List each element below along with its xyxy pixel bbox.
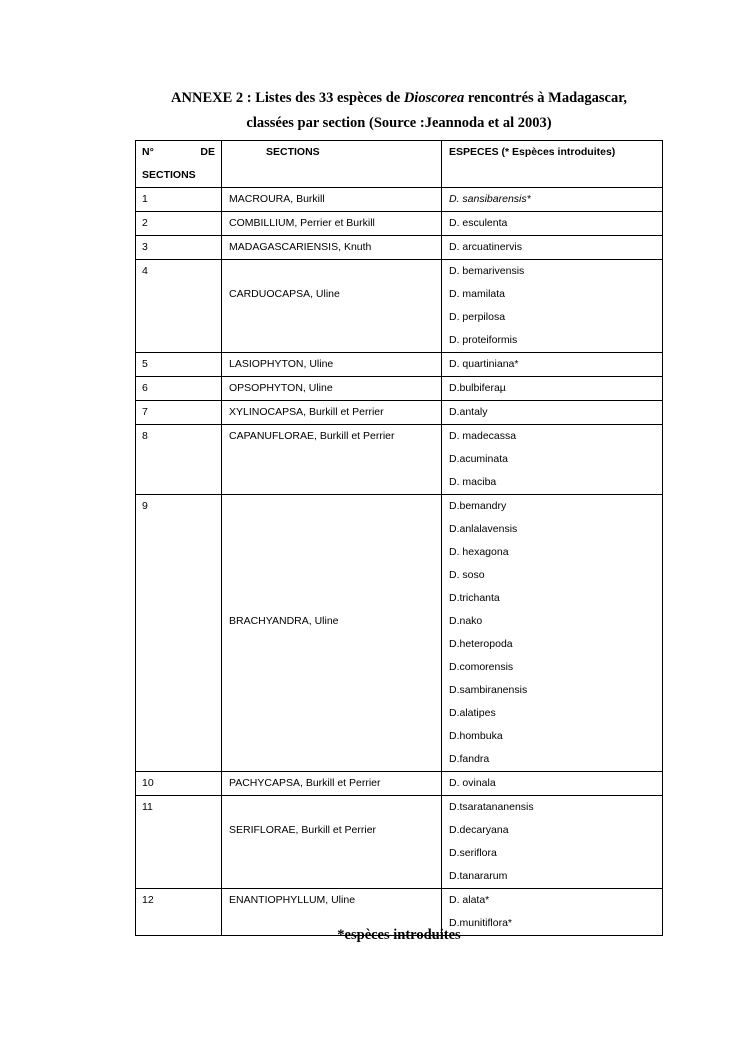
row-section: ENANTIOPHYLLUM, Uline (222, 889, 442, 936)
species-name: D.decaryana (449, 824, 509, 836)
row-section: OPSOPHYTON, Uline (222, 377, 442, 401)
species-name: D.tsaratananensis (449, 801, 534, 813)
species-name: D.bemandry (449, 500, 507, 512)
species-name: D.alatipes (449, 707, 496, 719)
header-sections-label-num: SECTIONS (142, 169, 196, 181)
species-name: D.munitiflora* (449, 917, 513, 929)
section-name: CARDUOCAPSA, Uline (229, 288, 340, 300)
row-number: 2 (136, 212, 222, 236)
species-name: D. hexagona (449, 546, 509, 558)
section-name: BRACHYANDRA, Uline (229, 615, 339, 627)
species-name: D.antaly (449, 406, 488, 418)
row-number: 10 (136, 772, 222, 796)
row-number: 7 (136, 401, 222, 425)
row-number: 5 (136, 353, 222, 377)
table-row (136, 260, 663, 353)
row-section: LASIOPHYTON, Uline (222, 353, 442, 377)
table-row (136, 495, 663, 772)
species-name: D.seriflora (449, 847, 497, 859)
title-text-after: rencontrés à Madagascar, (464, 90, 627, 106)
species-name: D. soso (449, 569, 485, 581)
row-section (222, 495, 442, 772)
table-row (136, 772, 663, 796)
header-species: ESPECES (* Espèces introduites) (442, 141, 663, 188)
table-row (136, 212, 663, 236)
row-number: 4 (136, 260, 222, 353)
header-sections: SECTIONS (222, 141, 442, 188)
row-number: 3 (136, 236, 222, 260)
species-name: D.anlalavensis (449, 523, 518, 535)
footnote: *espèces introduites (337, 927, 461, 943)
species-name: D. bemarivensis (449, 265, 525, 277)
species-name: D.nako (449, 615, 483, 627)
species-name: D. perpilosa (449, 311, 506, 323)
species-name: D. mamilata (449, 288, 506, 300)
table-row (136, 236, 663, 260)
row-section: XYLINOCAPSA, Burkill et Perrier (222, 401, 442, 425)
species-name: D. sansibarensis* (449, 193, 531, 205)
row-number: 1 (136, 188, 222, 212)
row-section: MADAGASCARIENSIS, Knuth (222, 236, 442, 260)
row-species (442, 236, 663, 260)
species-name: D.acuminata (449, 453, 508, 465)
table-row (136, 188, 663, 212)
species-name: D. proteiformis (449, 334, 518, 346)
table-row (136, 796, 663, 889)
header-de-label: DE (200, 146, 215, 158)
row-number: 12 (136, 889, 222, 936)
species-name: D. arcuatinervis (449, 241, 522, 253)
header-num-label: N° (142, 146, 154, 158)
species-name: D.bulbiferaµ (449, 382, 506, 394)
species-table (135, 140, 663, 936)
row-species (442, 401, 663, 425)
species-name: D.fandra (449, 753, 490, 765)
species-name: D.tanararum (449, 870, 508, 882)
species-name: D. esculenta (449, 217, 508, 229)
row-section: COMBILLIUM, Perrier et Burkill (222, 212, 442, 236)
row-section: MACROURA, Burkill (222, 188, 442, 212)
row-species (442, 188, 663, 212)
row-species (442, 425, 663, 495)
row-section: CAPANUFLORAE, Burkill et Perrier (222, 425, 442, 495)
row-number: 9 (136, 495, 222, 772)
row-number: 11 (136, 796, 222, 889)
table-row (136, 425, 663, 495)
row-section (222, 796, 442, 889)
species-name: D. alata* (449, 894, 490, 906)
table-header-row (136, 141, 663, 188)
species-name: D. madecassa (449, 430, 517, 442)
row-species (442, 377, 663, 401)
species-name: D. ovinala (449, 777, 496, 789)
row-species (442, 796, 663, 889)
document-title-line1 (136, 90, 662, 107)
title-text-before: ANNEXE 2 : Listes des 33 espèces de (171, 90, 404, 106)
species-name: D.comorensis (449, 661, 514, 673)
species-name: D.trichanta (449, 592, 500, 604)
table-row (136, 353, 663, 377)
row-species (442, 772, 663, 796)
row-number: 8 (136, 425, 222, 495)
header-num-sections (136, 141, 222, 188)
species-name: D.heteropoda (449, 638, 513, 650)
species-name: D. quartiniana* (449, 358, 519, 370)
row-species (442, 495, 663, 772)
species-name: D. maciba (449, 476, 497, 488)
species-name: D.sambiranensis (449, 684, 528, 696)
table-row (136, 401, 663, 425)
table-row (136, 377, 663, 401)
species-name: D.hombuka (449, 730, 503, 742)
row-section: PACHYCAPSA, Burkill et Perrier (222, 772, 442, 796)
title-genus: Dioscorea (403, 90, 465, 106)
section-name: SERIFLORAE, Burkill et Perrier (229, 824, 377, 836)
row-species (442, 212, 663, 236)
row-species (442, 353, 663, 377)
row-number: 6 (136, 377, 222, 401)
document-title-line2: classées par section (Source :Jeannoda et al 2003) (246, 115, 552, 131)
row-section (222, 260, 442, 353)
row-species (442, 260, 663, 353)
